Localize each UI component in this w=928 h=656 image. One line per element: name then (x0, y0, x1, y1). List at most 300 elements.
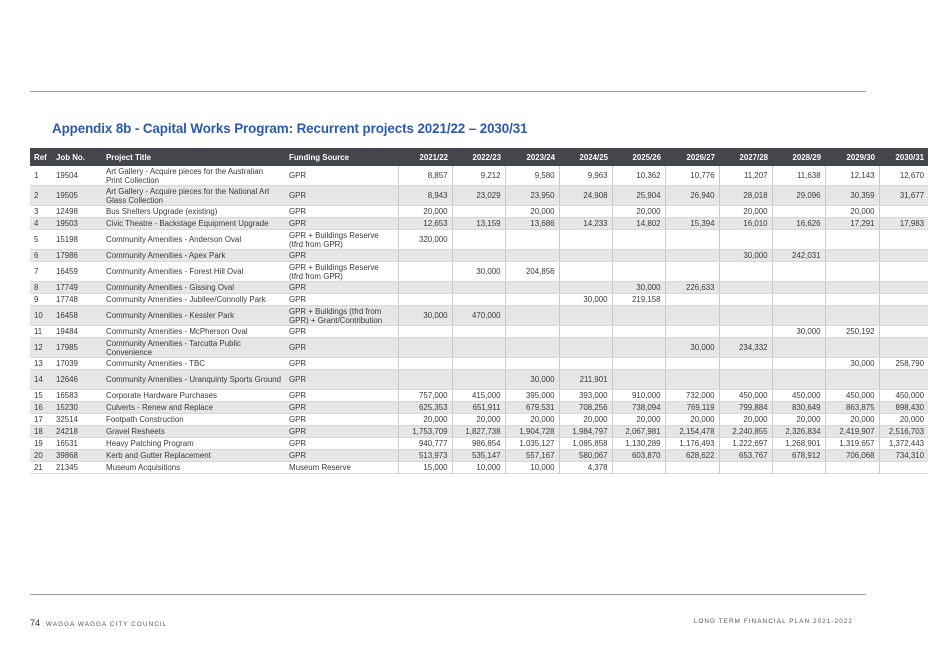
table-cell (879, 294, 928, 306)
table-cell: 863,875 (825, 402, 879, 414)
table-cell (772, 370, 825, 390)
table-cell (559, 282, 612, 294)
table-cell: 18 (30, 426, 52, 438)
table-cell (559, 358, 612, 370)
project-title-cell: Community Amenities - Gissing Oval (102, 282, 285, 294)
table-cell: 17986 (52, 250, 102, 262)
table-cell: 39868 (52, 450, 102, 462)
column-header: Project Title (102, 148, 285, 166)
column-header: 2029/30 (825, 148, 879, 166)
table-cell: 535,147 (452, 450, 505, 462)
table-cell: 1,372,443 (879, 438, 928, 450)
table-cell: 20,000 (825, 414, 879, 426)
council-name: WAGGA WAGGA CITY COUNCIL (46, 621, 168, 628)
project-title-cell: Community Amenities - Tarcutta Public Convenience (102, 338, 285, 358)
table-cell: 20,000 (505, 206, 559, 218)
table-cell (825, 282, 879, 294)
table-cell: 20,000 (825, 206, 879, 218)
table-cell (505, 306, 559, 326)
footer-right: LONG TERM FINANCIAL PLAN 2021-2022 (693, 618, 853, 625)
table-cell: 20,000 (772, 414, 825, 426)
table-cell: 8 (30, 282, 52, 294)
table-cell (559, 326, 612, 338)
table-cell (452, 294, 505, 306)
table-row (30, 250, 928, 262)
table-cell: 898,430 (879, 402, 928, 414)
table-cell (452, 230, 505, 250)
table-cell: 234,332 (719, 338, 772, 358)
table-cell: 9,580 (505, 166, 559, 186)
table-row (30, 206, 928, 218)
table-cell (879, 250, 928, 262)
table-cell: 20,000 (452, 414, 505, 426)
funding-source-cell: GPR (285, 186, 398, 206)
table-cell (665, 250, 719, 262)
table-cell: 13 (30, 358, 52, 370)
table-cell (719, 230, 772, 250)
table-cell: 17985 (52, 338, 102, 358)
table-cell (559, 338, 612, 358)
table-cell (879, 370, 928, 390)
funding-source-cell: GPR (285, 438, 398, 450)
table-cell: 1,984,797 (559, 426, 612, 438)
table-row (30, 282, 928, 294)
table-cell: 2,240,855 (719, 426, 772, 438)
table-cell: 4 (30, 218, 52, 230)
table-cell: 2,516,703 (879, 426, 928, 438)
table-cell: 16459 (52, 262, 102, 282)
table-cell (825, 230, 879, 250)
column-header: Funding Source (285, 148, 398, 166)
table-cell (505, 250, 559, 262)
funding-source-cell: GPR + Buildings Reserve (tfrd from GPR) (285, 230, 398, 250)
column-header: 2024/25 (559, 148, 612, 166)
table-cell: 30,000 (398, 306, 452, 326)
table-cell: 20 (30, 450, 52, 462)
table-cell (505, 338, 559, 358)
table-cell: 16531 (52, 438, 102, 450)
table-cell (612, 326, 665, 338)
table-cell: 13,686 (505, 218, 559, 230)
table-row (30, 294, 928, 306)
table-cell (772, 338, 825, 358)
table-cell (879, 462, 928, 474)
table-cell (665, 206, 719, 218)
table-cell (665, 294, 719, 306)
project-title-cell: Community Amenities - Uranquinty Sports Ground (102, 370, 285, 390)
table-cell: 769,119 (665, 402, 719, 414)
table-cell (452, 250, 505, 262)
table-cell: 395,000 (505, 390, 559, 402)
table-cell: 16583 (52, 390, 102, 402)
table-cell: 830,649 (772, 402, 825, 414)
table-cell: 20,000 (612, 414, 665, 426)
table-cell: 625,353 (398, 402, 452, 414)
table-cell: 9 (30, 294, 52, 306)
table-cell: 1 (30, 166, 52, 186)
table-row (30, 262, 928, 282)
table-cell: 1,827,738 (452, 426, 505, 438)
table-cell: 31,677 (879, 186, 928, 206)
table-cell: 986,854 (452, 438, 505, 450)
table-row (30, 462, 928, 474)
table-cell (559, 206, 612, 218)
table-cell (505, 282, 559, 294)
table-cell (772, 230, 825, 250)
project-title-cell: Art Gallery - Acquire pieces for the Australian Print Collection (102, 166, 285, 186)
top-divider (30, 91, 866, 92)
table-cell: 28,018 (719, 186, 772, 206)
table-cell: 603,870 (612, 450, 665, 462)
column-header: Ref (30, 148, 52, 166)
column-header: 2027/28 (719, 148, 772, 166)
project-title-cell: Footpath Construction (102, 414, 285, 426)
table-cell: 17039 (52, 358, 102, 370)
table-cell: 14,233 (559, 218, 612, 230)
table-cell (612, 306, 665, 326)
table-cell: 10,000 (505, 462, 559, 474)
table-cell: 320,000 (398, 230, 452, 250)
table-cell: 21 (30, 462, 52, 474)
table-cell: 21345 (52, 462, 102, 474)
table-cell (825, 462, 879, 474)
table-cell (719, 358, 772, 370)
funding-source-cell: GPR (285, 426, 398, 438)
funding-source-cell: GPR (285, 166, 398, 186)
table-row (30, 326, 928, 338)
table-row (30, 230, 928, 250)
table-cell: 20,000 (505, 414, 559, 426)
table-cell: 20,000 (719, 206, 772, 218)
table-cell: 651,911 (452, 402, 505, 414)
funding-source-cell: GPR (285, 206, 398, 218)
funding-source-cell: GPR (285, 414, 398, 426)
table-cell (772, 294, 825, 306)
table-cell: 679,531 (505, 402, 559, 414)
project-title-cell: Art Gallery - Acquire pieces for the National Art Glass Collection (102, 186, 285, 206)
table-row (30, 306, 928, 326)
funding-source-cell: GPR (285, 338, 398, 358)
table-cell: 17,983 (879, 218, 928, 230)
table-cell (772, 206, 825, 218)
table-cell (825, 370, 879, 390)
project-title-cell: Civic Theatre - Backstage Equipment Upgrade (102, 218, 285, 230)
project-title-cell: Community Amenities - Apex Park (102, 250, 285, 262)
table-cell: 10,776 (665, 166, 719, 186)
table-cell (612, 358, 665, 370)
project-title-cell: Culverts - Renew and Replace (102, 402, 285, 414)
column-header: 2022/23 (452, 148, 505, 166)
project-title-cell: Community Amenities - Kessler Park (102, 306, 285, 326)
table-cell (879, 338, 928, 358)
column-header: 2028/29 (772, 148, 825, 166)
project-title-cell: Gravel Resheets (102, 426, 285, 438)
table-cell: 580,067 (559, 450, 612, 462)
table-cell: 1,130,289 (612, 438, 665, 450)
table-cell: 20,000 (719, 414, 772, 426)
table-cell: 10 (30, 306, 52, 326)
table-cell: 30,359 (825, 186, 879, 206)
table-cell: 19 (30, 438, 52, 450)
table-cell: 11,638 (772, 166, 825, 186)
table-cell: 470,000 (452, 306, 505, 326)
table-cell: 450,000 (719, 390, 772, 402)
table-cell: 30,000 (612, 282, 665, 294)
table-cell (719, 306, 772, 326)
table-cell (398, 338, 452, 358)
table-cell: 12 (30, 338, 52, 358)
table-cell (665, 306, 719, 326)
table-cell: 1,035,127 (505, 438, 559, 450)
table-cell (825, 294, 879, 306)
table-cell: 13,159 (452, 218, 505, 230)
table-cell (559, 230, 612, 250)
table-cell (879, 306, 928, 326)
page-title: Appendix 8b - Capital Works Program: Recurrent projects 2021/22 – 2030/31 (52, 121, 528, 136)
project-title-cell: Heavy Patching Program (102, 438, 285, 450)
table-cell: 450,000 (825, 390, 879, 402)
table-cell (665, 370, 719, 390)
table-cell (772, 306, 825, 326)
table-cell: 15230 (52, 402, 102, 414)
table-cell: 211,901 (559, 370, 612, 390)
table-cell: 20,000 (398, 414, 452, 426)
table-cell: 20,000 (559, 414, 612, 426)
table-cell: 12,653 (398, 218, 452, 230)
table-cell: 910,000 (612, 390, 665, 402)
table-cell: 653,767 (719, 450, 772, 462)
table-row (30, 450, 928, 462)
table-cell: 450,000 (879, 390, 928, 402)
table-cell (452, 282, 505, 294)
table-cell: 7 (30, 262, 52, 282)
funding-source-cell: Museum Reserve (285, 462, 398, 474)
table-cell (879, 262, 928, 282)
table-cell: 734,310 (879, 450, 928, 462)
funding-source-cell: GPR + Buildings Reserve (tfrd from GPR) (285, 262, 398, 282)
table-cell: 24218 (52, 426, 102, 438)
capital-works-table (30, 148, 928, 474)
table-cell: 1,176,493 (665, 438, 719, 450)
table-cell (719, 282, 772, 294)
footer-left (30, 618, 167, 628)
table-cell: 19504 (52, 166, 102, 186)
table-cell (719, 326, 772, 338)
table-cell: 1,268,901 (772, 438, 825, 450)
funding-source-cell: GPR + Buildings (tfrd from GPR) + Grant/Contribution (285, 306, 398, 326)
table-cell: 14,802 (612, 218, 665, 230)
table-cell (825, 306, 879, 326)
funding-source-cell: GPR (285, 358, 398, 370)
table-row (30, 414, 928, 426)
table-cell (879, 282, 928, 294)
table-cell: 708,256 (559, 402, 612, 414)
project-title-cell: Community Amenities - Forest Hill Oval (102, 262, 285, 282)
table-row (30, 426, 928, 438)
table-cell: 1,085,858 (559, 438, 612, 450)
project-title-cell: Community Amenities - TBC (102, 358, 285, 370)
table-cell (825, 262, 879, 282)
table-cell: 393,000 (559, 390, 612, 402)
table-cell: 19484 (52, 326, 102, 338)
table-row (30, 390, 928, 402)
table-cell (452, 206, 505, 218)
bottom-divider (30, 594, 866, 595)
table-cell (665, 358, 719, 370)
table-cell: 20,000 (879, 414, 928, 426)
table-cell: 738,094 (612, 402, 665, 414)
page-number: 74 (30, 618, 41, 628)
table-cell: 6 (30, 250, 52, 262)
table-row (30, 370, 928, 390)
table-cell: 706,068 (825, 450, 879, 462)
project-title-cell: Community Amenities - McPherson Oval (102, 326, 285, 338)
table-cell: 799,884 (719, 402, 772, 414)
funding-source-cell: GPR (285, 250, 398, 262)
column-header: 2025/26 (612, 148, 665, 166)
table-cell (772, 262, 825, 282)
table-cell: 678,912 (772, 450, 825, 462)
table-row (30, 338, 928, 358)
table-cell: 10,362 (612, 166, 665, 186)
table-cell (452, 338, 505, 358)
table-cell: 2,326,834 (772, 426, 825, 438)
table-cell (612, 230, 665, 250)
table-cell (665, 462, 719, 474)
table-cell (398, 250, 452, 262)
table-cell: 415,000 (452, 390, 505, 402)
column-header: 2023/24 (505, 148, 559, 166)
funding-source-cell: GPR (285, 282, 398, 294)
project-title-cell: Bus Shelters Upgrade (existing) (102, 206, 285, 218)
table-cell (505, 326, 559, 338)
table-cell: 12498 (52, 206, 102, 218)
table-cell: 9,963 (559, 166, 612, 186)
table-cell: 11,207 (719, 166, 772, 186)
table-cell (559, 250, 612, 262)
table-cell (879, 206, 928, 218)
table-cell: 3 (30, 206, 52, 218)
table-cell (398, 358, 452, 370)
project-title-cell: Community Amenities - Anderson Oval (102, 230, 285, 250)
funding-source-cell: GPR (285, 218, 398, 230)
table-cell: 12,143 (825, 166, 879, 186)
table-cell: 10,000 (452, 462, 505, 474)
table-cell: 19503 (52, 218, 102, 230)
table-cell (825, 338, 879, 358)
funding-source-cell: GPR (285, 294, 398, 306)
table-cell (612, 338, 665, 358)
table-cell (665, 262, 719, 282)
table-cell (612, 370, 665, 390)
table-cell: 2,419,907 (825, 426, 879, 438)
funding-source-cell: GPR (285, 370, 398, 390)
table-cell (719, 462, 772, 474)
table-cell (612, 462, 665, 474)
table-cell: 15 (30, 390, 52, 402)
table-row (30, 166, 928, 186)
table-cell (398, 262, 452, 282)
column-header: 2030/31 (879, 148, 928, 166)
table-cell: 16,626 (772, 218, 825, 230)
table-cell: 940,777 (398, 438, 452, 450)
table-cell: 250,192 (825, 326, 879, 338)
table-cell: 17 (30, 414, 52, 426)
table-cell: 23,029 (452, 186, 505, 206)
project-title-cell: Community Amenities - Jubilee/Connolly Park (102, 294, 285, 306)
table-cell (398, 370, 452, 390)
table-cell: 30,000 (719, 250, 772, 262)
table-cell (772, 462, 825, 474)
table-cell: 16 (30, 402, 52, 414)
project-title-cell: Corporate Hardware Purchases (102, 390, 285, 402)
table-cell: 1,753,709 (398, 426, 452, 438)
table-cell: 628,622 (665, 450, 719, 462)
table-cell: 30,000 (825, 358, 879, 370)
table-cell: 757,000 (398, 390, 452, 402)
table-cell (452, 370, 505, 390)
table-cell (559, 306, 612, 326)
table-cell (825, 250, 879, 262)
column-header: Job No. (52, 148, 102, 166)
table-cell: 16458 (52, 306, 102, 326)
table-cell: 2,067,981 (612, 426, 665, 438)
table-cell: 15,394 (665, 218, 719, 230)
table-header-row (30, 148, 928, 166)
table-cell (719, 294, 772, 306)
table-cell (452, 326, 505, 338)
table-cell (719, 370, 772, 390)
table-cell: 12,670 (879, 166, 928, 186)
table-cell (398, 282, 452, 294)
table-cell (505, 230, 559, 250)
table-cell: 11 (30, 326, 52, 338)
table-cell (772, 358, 825, 370)
table-cell (452, 358, 505, 370)
table-cell: 20,000 (612, 206, 665, 218)
table-cell: 16,010 (719, 218, 772, 230)
project-title-cell: Kerb and Gutter Replacement (102, 450, 285, 462)
table-cell: 17749 (52, 282, 102, 294)
table-cell (879, 230, 928, 250)
table-cell: 30,000 (505, 370, 559, 390)
table-cell (665, 326, 719, 338)
table-cell: 1,222,697 (719, 438, 772, 450)
table-cell (772, 282, 825, 294)
table-cell: 29,096 (772, 186, 825, 206)
table-cell: 30,000 (559, 294, 612, 306)
table-cell (398, 294, 452, 306)
table-cell (505, 294, 559, 306)
funding-source-cell: GPR (285, 402, 398, 414)
table-cell: 8,857 (398, 166, 452, 186)
table-cell: 32514 (52, 414, 102, 426)
table-row (30, 438, 928, 450)
funding-source-cell: GPR (285, 450, 398, 462)
table-cell (719, 262, 772, 282)
table-cell: 5 (30, 230, 52, 250)
table-cell (612, 250, 665, 262)
table-cell: 1,319,657 (825, 438, 879, 450)
table-cell: 14 (30, 370, 52, 390)
table-cell (879, 326, 928, 338)
table-cell: 4,378 (559, 462, 612, 474)
table-cell (505, 358, 559, 370)
table-cell (612, 262, 665, 282)
table-cell: 226,633 (665, 282, 719, 294)
table-cell: 8,943 (398, 186, 452, 206)
table-cell: 20,000 (665, 414, 719, 426)
